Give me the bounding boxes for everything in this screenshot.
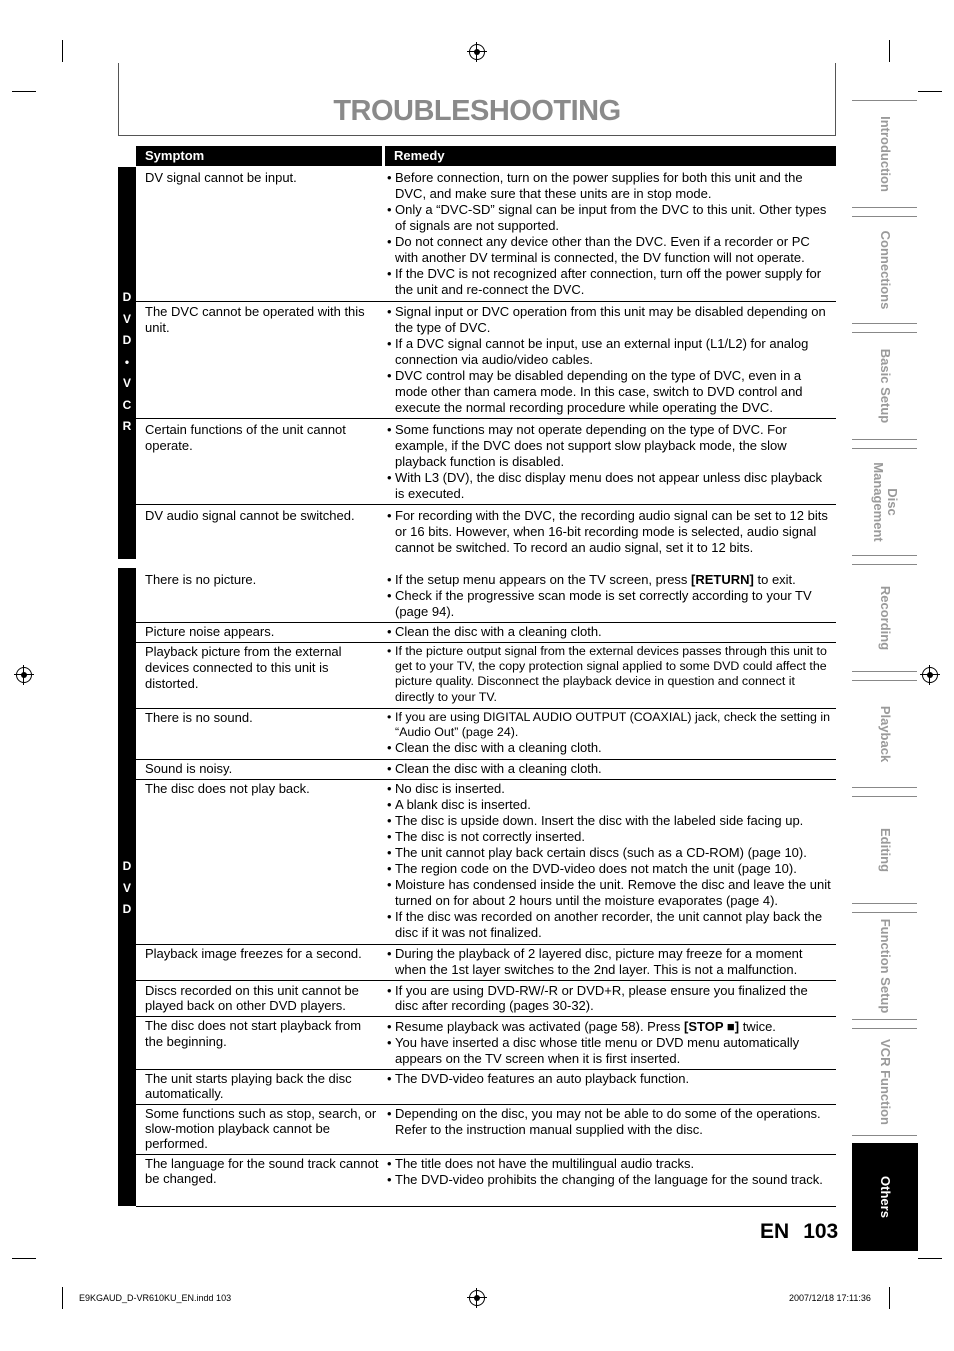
crop-mark — [918, 1258, 942, 1259]
tab-label: Disc Management — [870, 462, 900, 542]
remedy-item: • The disc is upside down. Insert the disc with the labeled side facing up. — [387, 813, 833, 829]
table-row — [136, 1017, 836, 1070]
symptom-cell: DV signal cannot be input. — [145, 170, 297, 185]
tab-disc-management[interactable] — [852, 448, 917, 556]
remedy-item: • With L3 (DV), the disc display menu does not appear unless disc playback is executed. — [387, 470, 833, 502]
tab-label: Recording — [877, 585, 893, 651]
symptom-cell: There is no picture. — [145, 572, 257, 587]
return-key-label: [RETURN] — [691, 572, 754, 587]
remedy-item: • Clean the disc with a cleaning cloth. — [387, 740, 833, 756]
remedy-list — [387, 1156, 833, 1188]
remedy-list — [387, 1071, 833, 1087]
symptom-cell: The unit starts playing back the disc automatically. — [145, 1071, 352, 1101]
remedy-list — [387, 1106, 833, 1138]
language-code: EN — [760, 1220, 790, 1243]
remedy-list — [387, 304, 833, 416]
remedy-item: • Depending on the disc, you may not be able to do some of the operations. Refer to the instruction manual supplied with the disc. — [387, 1106, 833, 1138]
category-letter: D — [122, 902, 132, 916]
symptom-header: Symptom — [136, 146, 382, 166]
category-letter: V — [122, 311, 131, 326]
remedy-item — [387, 1019, 833, 1035]
category-letter: D — [122, 333, 132, 347]
remedy-header: Remedy — [385, 146, 836, 166]
category-letter: D — [122, 859, 132, 873]
category-bar-dvd — [118, 568, 136, 1206]
remedy-item: • The DVD-video features an auto playback function. — [387, 1071, 833, 1087]
table-row — [136, 643, 836, 709]
crop-mark — [12, 1258, 36, 1259]
table-row — [136, 1155, 836, 1207]
remedy-item: • Clean the disc with a cleaning cloth. — [387, 761, 833, 777]
tab-label: Function Setup — [877, 918, 893, 1014]
remedy-item: • Moisture has condensed inside the unit. Remove the disc and leave the unit turned on for about 2 hours until the moisture evaporates (page 4). — [387, 877, 833, 909]
symptom-cell: Certain functions of the unit cannot operate. — [145, 422, 346, 453]
remedy-item: • Check if the progressive scan mode is set correctly according to your TV (page 94). — [387, 588, 833, 620]
remedy-item — [387, 572, 833, 588]
crop-mark — [62, 40, 63, 62]
tab-function-setup[interactable] — [852, 912, 917, 1020]
remedy-item: • Clean the disc with a cleaning cloth. — [387, 624, 833, 640]
remedy-list — [387, 1019, 833, 1067]
remedy-list — [387, 624, 833, 640]
symptom-cell: Some functions such as stop, search, or slow-motion playback cannot be performed. — [145, 1106, 377, 1151]
tab-editing[interactable] — [852, 796, 917, 904]
tab-vcr-function[interactable] — [852, 1028, 917, 1136]
remedy-item: • The disc is not correctly inserted. — [387, 829, 833, 845]
symptom-cell: Playback image freezes for a second. — [145, 946, 362, 961]
remedy-item: • The DVD-video prohibits the changing of the language for the sound track. — [387, 1172, 833, 1188]
remedy-item: • Before connection, turn on the power supplies for both this unit and the DVC, and make sure that these units are in stop mode. — [387, 170, 833, 202]
registration-mark-icon — [469, 44, 485, 60]
remedy-list — [387, 422, 833, 502]
table-row — [136, 1105, 836, 1155]
tab-connections[interactable] — [852, 216, 917, 324]
remedy-item: • The title does not have the multilingual audio tracks. — [387, 1156, 833, 1172]
tab-label: Basic Setup — [877, 348, 893, 424]
symptom-cell: DV audio signal cannot be switched. — [145, 508, 355, 523]
remedy-item: • You have inserted a disc whose title menu or DVD menu automatically appears on the TV screen when it is first inserted. — [387, 1035, 833, 1067]
table-row — [136, 302, 836, 419]
remedy-item: • Signal input or DVC operation from this unit may be disabled depending on the type of DVC. — [387, 304, 833, 336]
remedy-item: • A blank disc is inserted. — [387, 797, 833, 813]
table-row — [136, 760, 836, 780]
remedy-item: • If you are using DVD-RW/-R or DVD+R, please ensure you finalized the disc after recording (pages 30-32). — [387, 983, 833, 1013]
registration-mark-icon — [469, 1290, 485, 1306]
remedy-list — [387, 761, 833, 777]
table-row — [136, 1070, 836, 1105]
category-letter: • — [124, 354, 130, 369]
tab-label: Playback — [877, 705, 893, 763]
remedy-text: Resume playback was activated (page 58). Press — [395, 1019, 685, 1034]
remedy-list — [387, 983, 833, 1013]
remedy-item: • During the playback of 2 layered disc, picture may freeze for a moment when the 1st layer switches to the 2nd layer. This is not a malfunction. — [387, 946, 833, 978]
category-letter: C — [122, 397, 132, 412]
tab-label: Others — [877, 1176, 893, 1218]
remedy-item: • Do not connect any device other than the DVC. Even if a recorder or PC with another DV terminal is connected, the DV function will not operate. — [387, 234, 833, 266]
title-box — [118, 63, 836, 136]
table-row — [136, 780, 836, 945]
tab-recording[interactable] — [852, 564, 917, 672]
remedy-item: • The region code on the DVD-video does not match the unit (page 10). — [387, 861, 833, 877]
category-letter: V — [122, 880, 131, 895]
remedy-list — [387, 508, 833, 556]
table-row — [136, 419, 836, 505]
symptom-cell: Playback picture from the external devices connected to this unit is distorted. — [145, 644, 342, 691]
tab-introduction[interactable] — [852, 100, 917, 208]
remedy-list — [387, 710, 833, 756]
table-row — [136, 568, 836, 623]
symptom-cell: Picture noise appears. — [145, 624, 275, 639]
category-letter: R — [122, 419, 132, 433]
tab-label: VCR Function — [877, 1039, 893, 1125]
tab-others[interactable] — [852, 1143, 917, 1251]
remedy-text: to exit. — [753, 572, 796, 587]
remedy-item: • Some functions may not operate depending on the type of DVC. For example, if the DVC does not support slow playback mode, the slow playback function is disabled. — [387, 422, 833, 470]
footer-filename: E9KGAUD_D-VR610KU_EN.indd 103 — [79, 1293, 232, 1303]
remedy-list — [387, 946, 833, 978]
remedy-item: • If you are using DIGITAL AUDIO OUTPUT (COAXIAL) jack, check the setting in “Audio Out” (page 24). — [387, 710, 833, 740]
category-letter: V — [122, 376, 131, 390]
table-row — [136, 945, 836, 981]
symptom-cell: Sound is noisy. — [145, 761, 233, 776]
table-row — [136, 709, 836, 760]
remedy-text: If the setup menu appears on the TV screen, press — [395, 572, 692, 587]
remedy-item: • If a DVC signal cannot be input, use an external input (L1/L2) for analog connection via audio/video cables. — [387, 336, 833, 368]
page-number-value: 103 — [803, 1220, 839, 1243]
remedy-item: • If the disc was recorded on another recorder, the unit cannot play back the disc if it was not finalized. — [387, 909, 833, 941]
remedy-item: • Only a “DVC-SD” signal can be input from the DVC to this unit. Other types of signals are not supported. — [387, 202, 833, 234]
table-row — [136, 167, 836, 302]
remedy-list — [387, 781, 833, 941]
tab-label: Editing — [877, 827, 893, 873]
category-bar-dvd-vcr — [118, 167, 136, 559]
registration-mark-icon — [16, 667, 32, 683]
remedy-list — [387, 170, 833, 298]
tab-label: Connections — [877, 230, 893, 310]
remedy-list — [387, 644, 833, 705]
remedy-item: • No disc is inserted. — [387, 781, 833, 797]
crop-mark — [889, 1287, 890, 1309]
page-title: TROUBLESHOOTING — [333, 95, 621, 127]
symptom-cell: The disc does not play back. — [145, 781, 310, 796]
symptom-cell: The language for the sound track cannot be changed. — [145, 1156, 379, 1186]
footer-timestamp: 2007/12/18 17:11:36 — [789, 1293, 871, 1303]
table-row — [136, 623, 836, 643]
table-row — [136, 981, 836, 1017]
remedy-text: twice. — [739, 1019, 776, 1034]
page-number — [760, 1220, 838, 1244]
crop-mark — [62, 1287, 63, 1309]
remedy-item: • If the picture output signal from the external devices passes through this unit to get to your TV, the copy protection signal applied to some DVD could affect the picture quality. Disconnect the playback device in question and connect it directly to your TV. — [387, 644, 833, 705]
crop-mark — [918, 91, 942, 92]
remedy-list — [387, 572, 833, 620]
category-letter: D — [122, 290, 132, 304]
symptom-cell: There is no sound. — [145, 710, 253, 725]
table-row — [136, 505, 836, 559]
symptom-cell: The DVC cannot be operated with this unit. — [145, 304, 365, 335]
registration-mark-icon — [922, 667, 938, 683]
remedy-item: • The unit cannot play back certain discs (such as a CD-ROM) (page 10). — [387, 845, 833, 861]
symptom-cell: Discs recorded on this unit cannot be played back on other DVD players. — [145, 983, 359, 1013]
tab-basic-setup[interactable] — [852, 332, 917, 440]
tab-label: Introduction — [877, 116, 893, 192]
stop-key-label: [STOP ■] — [684, 1019, 740, 1034]
tab-playback[interactable] — [852, 680, 917, 788]
crop-mark — [889, 40, 890, 62]
symptom-cell: The disc does not start playback from the beginning. — [145, 1018, 362, 1049]
remedy-item: • If the DVC is not recognized after connection, turn off the power supply for the unit and re-connect the DVC. — [387, 266, 833, 298]
remedy-item: • DVC control may be disabled depending on the type of DVC, even in a mode other than camera mode. In this case, switch to DVD control and execute the normal recording procedure while operating the DVC. — [387, 368, 833, 416]
crop-mark — [12, 91, 36, 92]
remedy-item: • For recording with the DVC, the recording audio signal can be set to 12 bits or 16 bits. However, when 16-bit recording mode is selected, audio signal cannot be switched. To record an audio signal, set it to 12 bits. — [387, 508, 833, 556]
